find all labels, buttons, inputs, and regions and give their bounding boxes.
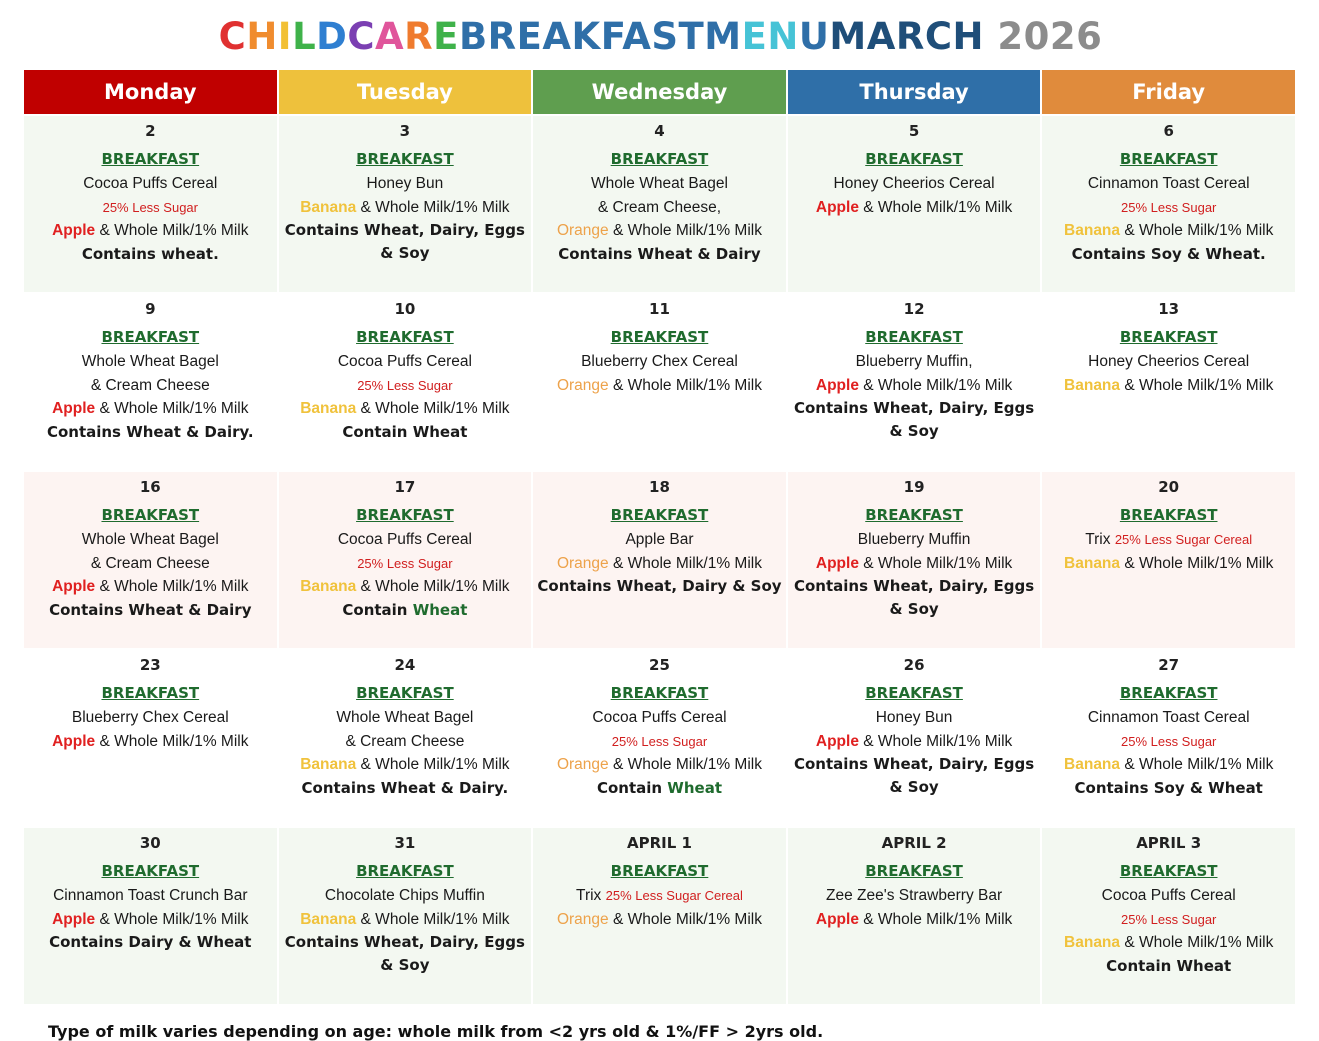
day-number: 20: [1158, 478, 1180, 496]
menu-item-line: [1046, 955, 1291, 978]
meal-label-breakfast: BREAKFAST: [610, 862, 709, 880]
menu-text: & Whole Milk/1% Milk: [356, 756, 510, 774]
calendar-day-cell: [1041, 827, 1296, 1005]
menu-item-line: [792, 350, 1037, 374]
day-number: 17: [394, 478, 416, 496]
day-number: 2: [145, 122, 156, 140]
menu-text: Contain Wheat: [1106, 956, 1232, 975]
menu-text: Contains Wheat, Dairy, Eggs: [284, 221, 525, 240]
calendar-body: [23, 115, 1296, 1005]
menu-item-line: [28, 706, 273, 730]
menu-text: & Cream Cheese: [90, 554, 210, 572]
menu-text: & Whole Milk/1% Milk: [95, 578, 249, 596]
menu-item-line: [283, 397, 528, 421]
sugar-text: 25% Less Sugar: [102, 199, 198, 215]
title-word-breakfast: BREAKFAST: [458, 14, 705, 58]
calendar-day-cell: [532, 293, 787, 471]
menu-item-line: [792, 706, 1037, 730]
menu-item-line: [283, 196, 528, 220]
menu-item-line: [792, 552, 1037, 576]
banana-text: Banana: [1064, 756, 1121, 774]
calendar-day-cell: [532, 827, 787, 1005]
calendar-day-cell: [23, 471, 278, 649]
menu-text: Trix: [576, 887, 606, 904]
menu-item-line: [283, 954, 528, 977]
menu-text: Honey Bun: [875, 709, 953, 726]
menu-text: & Whole Milk/1% Milk: [95, 400, 249, 418]
calendar-day-cell: [787, 471, 1042, 649]
menu-item-line: [283, 374, 528, 398]
meal-label-breakfast: BREAKFAST: [865, 150, 963, 168]
menu-item-line: [283, 777, 528, 800]
day-number: 19: [903, 478, 925, 496]
menu-item-line: [283, 242, 528, 265]
calendar-week-row: [23, 827, 1296, 1005]
menu-item-line: [537, 552, 782, 576]
menu-item-line: [283, 599, 528, 622]
banana-text: Banana: [300, 910, 357, 928]
menu-item-line: [28, 599, 273, 622]
apple-text: Apple: [52, 400, 96, 418]
banana-text: Banana: [300, 756, 357, 774]
day-number: 25: [649, 656, 670, 674]
apple-text: Apple: [815, 198, 859, 216]
menu-item-line: [792, 420, 1037, 443]
day-number: 4: [654, 122, 665, 140]
banana-text: Banana: [300, 400, 357, 418]
menu-text: Contain: [342, 600, 413, 619]
apple-text: Apple: [815, 732, 859, 750]
menu-text: Contains Wheat, Dairy & Soy: [537, 577, 782, 596]
menu-text: & Whole Milk/1% Milk: [356, 400, 510, 418]
menu-item-line: [792, 598, 1037, 621]
menu-item-line: [283, 421, 528, 444]
menu-text: Contains Wheat, Dairy, Eggs: [793, 399, 1035, 418]
menu-item-line: [792, 528, 1037, 552]
menu-text: Cocoa Puffs Cereal: [337, 353, 472, 370]
menu-text: Blueberry Muffin,: [855, 353, 973, 370]
calendar-day-cell: [1041, 471, 1296, 649]
day-number: 16: [139, 478, 161, 496]
menu-text: Whole Wheat Bagel: [590, 175, 728, 192]
day-number: APRIL 1: [627, 834, 692, 852]
meal-label-breakfast: BREAKFAST: [865, 684, 963, 702]
meal-label-breakfast: BREAKFAST: [101, 506, 200, 524]
menu-item-line: [1046, 884, 1291, 908]
menu-text: & Whole Milk/1% Milk: [95, 222, 249, 240]
menu-text: & Whole Milk/1% Milk: [1120, 934, 1274, 952]
menu-text: Contains Wheat, Dairy, Eggs: [793, 755, 1035, 774]
calendar-week-row: [23, 471, 1296, 649]
title-year: 2026: [997, 14, 1103, 58]
apple-text: Apple: [52, 578, 96, 596]
menu-item-line: [792, 397, 1037, 420]
day-number: 26: [903, 656, 925, 674]
menu-item-line: [1046, 552, 1291, 576]
day-header-friday: Friday: [1041, 69, 1296, 115]
meal-label-breakfast: BREAKFAST: [101, 328, 200, 346]
menu-item-line: [283, 706, 528, 730]
orange-text: Orange: [556, 554, 609, 572]
sugar-text: 25% Less Sugar: [1120, 911, 1217, 927]
menu-item-line: [1046, 172, 1291, 196]
menu-text: & Whole Milk/1% Milk: [608, 910, 762, 928]
menu-item-line: [28, 350, 273, 374]
meal-label-breakfast: BREAKFAST: [865, 862, 963, 880]
menu-item-line: [537, 350, 782, 374]
meal-label-breakfast: BREAKFAST: [610, 506, 709, 524]
menu-text: Cinnamon Toast Cereal: [1087, 175, 1250, 192]
menu-text: & Whole Milk/1% Milk: [858, 554, 1013, 572]
menu-text: & Cream Cheese: [90, 376, 210, 394]
wheat-hl-text: Wheat: [412, 600, 468, 619]
menu-item-line: [28, 575, 273, 599]
menu-item-line: [28, 884, 273, 908]
day-number: 23: [139, 656, 161, 674]
calendar-day-cell: [787, 649, 1042, 827]
calendar-day-cell: [278, 293, 533, 471]
menu-footnote: Type of milk varies depending on age: whole milk from <2 yrs old & 1%/FF > 2yrs old.: [48, 1022, 824, 1041]
apple-text: Apple: [815, 376, 859, 394]
calendar-day-cell: [787, 115, 1042, 293]
menu-item-line: [537, 884, 782, 908]
menu-text: & Cream Cheese,: [597, 198, 722, 216]
menu-text: & Whole Milk/1% Milk: [95, 732, 249, 750]
calendar-day-cell: [278, 471, 533, 649]
menu-item-line: [283, 172, 528, 196]
menu-text: Chocolate Chips Muffin: [324, 887, 485, 904]
menu-text: Cocoa Puffs Cereal: [1101, 887, 1236, 904]
menu-item-line: [537, 753, 782, 777]
menu-text: Contain: [596, 778, 668, 797]
menu-item-line: [792, 575, 1037, 598]
menu-text: Contains Soy & Wheat.: [1071, 244, 1266, 263]
calendar-day-cell: [23, 649, 278, 827]
sugar-text: 25% Less Sugar: [357, 377, 453, 393]
menu-item-line: [28, 219, 273, 243]
title-word-menu: MENU: [704, 14, 830, 58]
day-number: 13: [1158, 300, 1180, 318]
menu-item-line: [1046, 196, 1291, 220]
menu-text: Contain Wheat: [342, 422, 468, 441]
day-header-tuesday: Tuesday: [278, 69, 533, 115]
menu-text: Cocoa Puffs Cereal: [592, 709, 727, 726]
calendar-day-cell: [532, 649, 787, 827]
day-number: 10: [394, 300, 416, 318]
menu-text: & Whole Milk/1% Milk: [858, 376, 1013, 394]
menu-text: Apple Bar: [625, 531, 694, 548]
menu-item-line: [28, 908, 273, 932]
apple-text: Apple: [52, 222, 96, 240]
menu-item-line: [1046, 908, 1291, 932]
calendar-day-cell: [23, 827, 278, 1005]
orange-text: Orange: [556, 910, 609, 928]
menu-text: Whole Wheat Bagel: [336, 709, 474, 726]
menu-text: & Cream Cheese: [345, 732, 465, 750]
menu-item-line: [28, 243, 273, 266]
day-number: 30: [139, 834, 161, 852]
meal-label-breakfast: BREAKFAST: [356, 328, 454, 346]
meal-label-breakfast: BREAKFAST: [610, 150, 709, 168]
day-number: APRIL 2: [881, 834, 947, 852]
menu-text: Cinnamon Toast Cereal: [1087, 709, 1250, 726]
day-number: 6: [1163, 122, 1174, 140]
meal-label-breakfast: BREAKFAST: [1119, 328, 1218, 346]
menu-text: Blueberry Chex Cereal: [581, 353, 738, 370]
menu-text: & Whole Milk/1% Milk: [1120, 554, 1274, 572]
menu-text: Contains Wheat, Dairy, Eggs: [284, 933, 525, 952]
menu-text: & Soy: [889, 777, 939, 796]
menu-item-line: [28, 931, 273, 954]
menu-text: Contains Wheat & Dairy: [49, 600, 252, 619]
meal-label-breakfast: BREAKFAST: [865, 328, 963, 346]
sugar-text: 25% Less Sugar: [357, 555, 453, 571]
menu-item-line: [283, 575, 528, 599]
sugar-text: 25% Less Sugar Cereal: [605, 888, 743, 903]
menu-item-line: [283, 528, 528, 552]
menu-text: Whole Wheat Bagel: [81, 531, 219, 548]
meal-label-breakfast: BREAKFAST: [101, 684, 200, 702]
menu-text: & Whole Milk/1% Milk: [1120, 376, 1274, 394]
day-number: 12: [903, 300, 925, 318]
day-number: 11: [649, 300, 670, 318]
day-number: 31: [394, 834, 416, 852]
orange-text: Orange: [556, 222, 609, 240]
menu-item-line: [537, 219, 782, 243]
menu-item-line: [1046, 753, 1291, 777]
menu-text: & Whole Milk/1% Milk: [608, 554, 762, 572]
menu-item-line: [1046, 730, 1291, 754]
banana-text: Banana: [1064, 376, 1121, 394]
menu-item-line: [28, 196, 273, 220]
calendar-header-row: [23, 69, 1296, 115]
calendar-day-cell: [278, 649, 533, 827]
meal-label-breakfast: BREAKFAST: [356, 506, 454, 524]
menu-item-line: [28, 374, 273, 398]
meal-label-breakfast: BREAKFAST: [1119, 506, 1218, 524]
menu-item-line: [537, 243, 782, 266]
calendar-week-row: [23, 115, 1296, 293]
apple-text: Apple: [815, 910, 859, 928]
menu-item-line: [792, 884, 1037, 908]
meal-label-breakfast: BREAKFAST: [865, 506, 963, 524]
day-number: 3: [399, 122, 411, 140]
menu-item-line: [792, 776, 1037, 799]
menu-item-line: [283, 552, 528, 576]
menu-text: & Whole Milk/1% Milk: [356, 910, 510, 928]
meal-label-breakfast: BREAKFAST: [610, 684, 709, 702]
menu-text: Contains Wheat & Dairy: [558, 244, 761, 263]
meal-label-breakfast: BREAKFAST: [610, 328, 709, 346]
menu-text: Contains Wheat, Dairy, Eggs: [793, 577, 1035, 596]
banana-text: Banana: [1064, 934, 1121, 952]
menu-text: Honey Bun: [366, 175, 444, 192]
calendar-week-row: [23, 293, 1296, 471]
title-month: MARCH: [829, 14, 984, 58]
menu-text: Contains Soy & Wheat: [1074, 778, 1263, 797]
menu-item-line: [537, 575, 782, 598]
menu-text: & Whole Milk/1% Milk: [95, 910, 249, 928]
menu-text: & Whole Milk/1% Milk: [356, 578, 510, 596]
menu-item-line: [537, 172, 782, 196]
menu-text: Blueberry Chex Cereal: [71, 709, 229, 726]
calendar-day-cell: [532, 115, 787, 293]
menu-text: & Whole Milk/1% Milk: [1120, 222, 1274, 240]
day-number: 18: [649, 478, 670, 496]
day-number: 24: [394, 656, 416, 674]
menu-text: & Whole Milk/1% Milk: [608, 222, 762, 240]
sugar-text: 25% Less Sugar: [611, 733, 708, 749]
menu-item-line: [1046, 243, 1291, 266]
calendar-day-cell: [787, 827, 1042, 1005]
calendar-day-cell: [532, 471, 787, 649]
meal-label-breakfast: BREAKFAST: [101, 862, 200, 880]
sugar-text: 25% Less Sugar: [1120, 733, 1217, 749]
day-number: 27: [1158, 656, 1180, 674]
calendar-week-row: [23, 649, 1296, 827]
menu-item-line: [283, 908, 528, 932]
menu-text: & Soy: [380, 955, 430, 974]
apple-text: Apple: [52, 910, 96, 928]
meal-label-breakfast: BREAKFAST: [356, 684, 454, 702]
menu-title-bar: [22, 0, 1297, 68]
menu-text: & Soy: [380, 243, 430, 262]
menu-item-line: [1046, 777, 1291, 800]
menu-item-line: [537, 706, 782, 730]
menu-item-line: [537, 196, 782, 220]
menu-item-line: [792, 908, 1037, 932]
menu-text: Honey Cheerios Cereal: [833, 175, 995, 192]
sugar-text: 25% Less Sugar: [1120, 199, 1217, 215]
menu-title: [217, 15, 1103, 60]
menu-text: & Whole Milk/1% Milk: [858, 198, 1013, 216]
menu-item-line: [1046, 374, 1291, 398]
banana-text: Banana: [1064, 222, 1121, 240]
orange-text: Orange: [556, 756, 609, 774]
meal-label-breakfast: BREAKFAST: [1119, 862, 1218, 880]
menu-text: & Soy: [889, 421, 939, 440]
menu-item-line: [1046, 528, 1291, 552]
menu-item-line: [28, 172, 273, 196]
apple-text: Apple: [815, 554, 859, 572]
menu-item-line: [792, 753, 1037, 776]
menu-text: Cocoa Puffs Cereal: [337, 531, 472, 548]
day-number: APRIL 3: [1136, 834, 1202, 852]
apple-text: Apple: [52, 732, 96, 750]
day-header-monday: Monday: [23, 69, 278, 115]
menu-calendar: [22, 68, 1297, 1006]
menu-text: Trix: [1085, 531, 1115, 548]
menu-item-line: [537, 777, 782, 800]
menu-item-line: [537, 730, 782, 754]
banana-text: Banana: [300, 578, 357, 596]
menu-text: & Whole Milk/1% Milk: [858, 910, 1013, 928]
wheat-hl-text: Wheat: [667, 778, 722, 797]
sugar-text: 25% Less Sugar Cereal: [1114, 532, 1253, 547]
menu-text: & Soy: [889, 599, 939, 618]
menu-item-line: [283, 219, 528, 242]
meal-label-breakfast: BREAKFAST: [356, 862, 454, 880]
day-header-wednesday: Wednesday: [532, 69, 787, 115]
menu-text: Contains wheat.: [81, 244, 219, 263]
menu-text: Contains Wheat & Dairy.: [301, 778, 509, 797]
menu-item-line: [28, 730, 273, 754]
banana-text: Banana: [1064, 554, 1121, 572]
menu-item-line: [283, 350, 528, 374]
menu-item-line: [792, 196, 1037, 220]
menu-item-line: [1046, 931, 1291, 955]
meal-label-breakfast: BREAKFAST: [1119, 150, 1218, 168]
calendar-day-cell: [278, 827, 533, 1005]
menu-item-line: [28, 421, 273, 444]
menu-item-line: [1046, 706, 1291, 730]
menu-item-line: [283, 730, 528, 754]
calendar-day-cell: [1041, 293, 1296, 471]
calendar-day-cell: [278, 115, 533, 293]
menu-text: Cocoa Puffs Cereal: [83, 175, 218, 192]
day-number: 5: [908, 122, 920, 140]
calendar-day-cell: [787, 293, 1042, 471]
menu-text: & Whole Milk/1% Milk: [858, 732, 1013, 750]
menu-text: Honey Cheerios Cereal: [1088, 353, 1250, 370]
menu-text: & Whole Milk/1% Milk: [356, 198, 510, 216]
menu-item-line: [1046, 350, 1291, 374]
menu-text: Cinnamon Toast Crunch Bar: [53, 887, 248, 904]
menu-text: & Whole Milk/1% Milk: [1120, 756, 1274, 774]
meal-label-breakfast: BREAKFAST: [101, 150, 200, 168]
title-word-childcare: CHILDCARE: [218, 14, 459, 58]
menu-text: Blueberry Muffin: [857, 531, 971, 548]
calendar-day-cell: [23, 115, 278, 293]
menu-item-line: [283, 931, 528, 954]
menu-item-line: [28, 552, 273, 576]
menu-item-line: [792, 730, 1037, 754]
meal-label-breakfast: BREAKFAST: [356, 150, 454, 168]
calendar-day-cell: [1041, 115, 1296, 293]
menu-text: Contains Wheat & Dairy.: [46, 422, 254, 441]
menu-text: Whole Wheat Bagel: [81, 353, 219, 370]
menu-text: Contains Dairy & Wheat: [49, 933, 252, 952]
menu-text: & Whole Milk/1% Milk: [608, 756, 762, 774]
menu-item-line: [537, 528, 782, 552]
menu-item-line: [537, 374, 782, 398]
menu-text: & Whole Milk/1% Milk: [608, 376, 762, 394]
menu-text: Zee Zee's Strawberry Bar: [826, 887, 1003, 904]
banana-text: Banana: [300, 198, 357, 216]
day-header-thursday: Thursday: [787, 69, 1042, 115]
menu-item-line: [28, 528, 273, 552]
menu-item-line: [792, 374, 1037, 398]
menu-item-line: [283, 884, 528, 908]
menu-item-line: [1046, 219, 1291, 243]
orange-text: Orange: [556, 376, 609, 394]
day-number: 9: [145, 300, 156, 318]
calendar-day-cell: [1041, 649, 1296, 827]
menu-item-line: [792, 172, 1037, 196]
menu-item-line: [28, 397, 273, 421]
menu-item-line: [537, 908, 782, 932]
meal-label-breakfast: BREAKFAST: [1119, 684, 1218, 702]
calendar-day-cell: [23, 293, 278, 471]
menu-item-line: [283, 753, 528, 777]
